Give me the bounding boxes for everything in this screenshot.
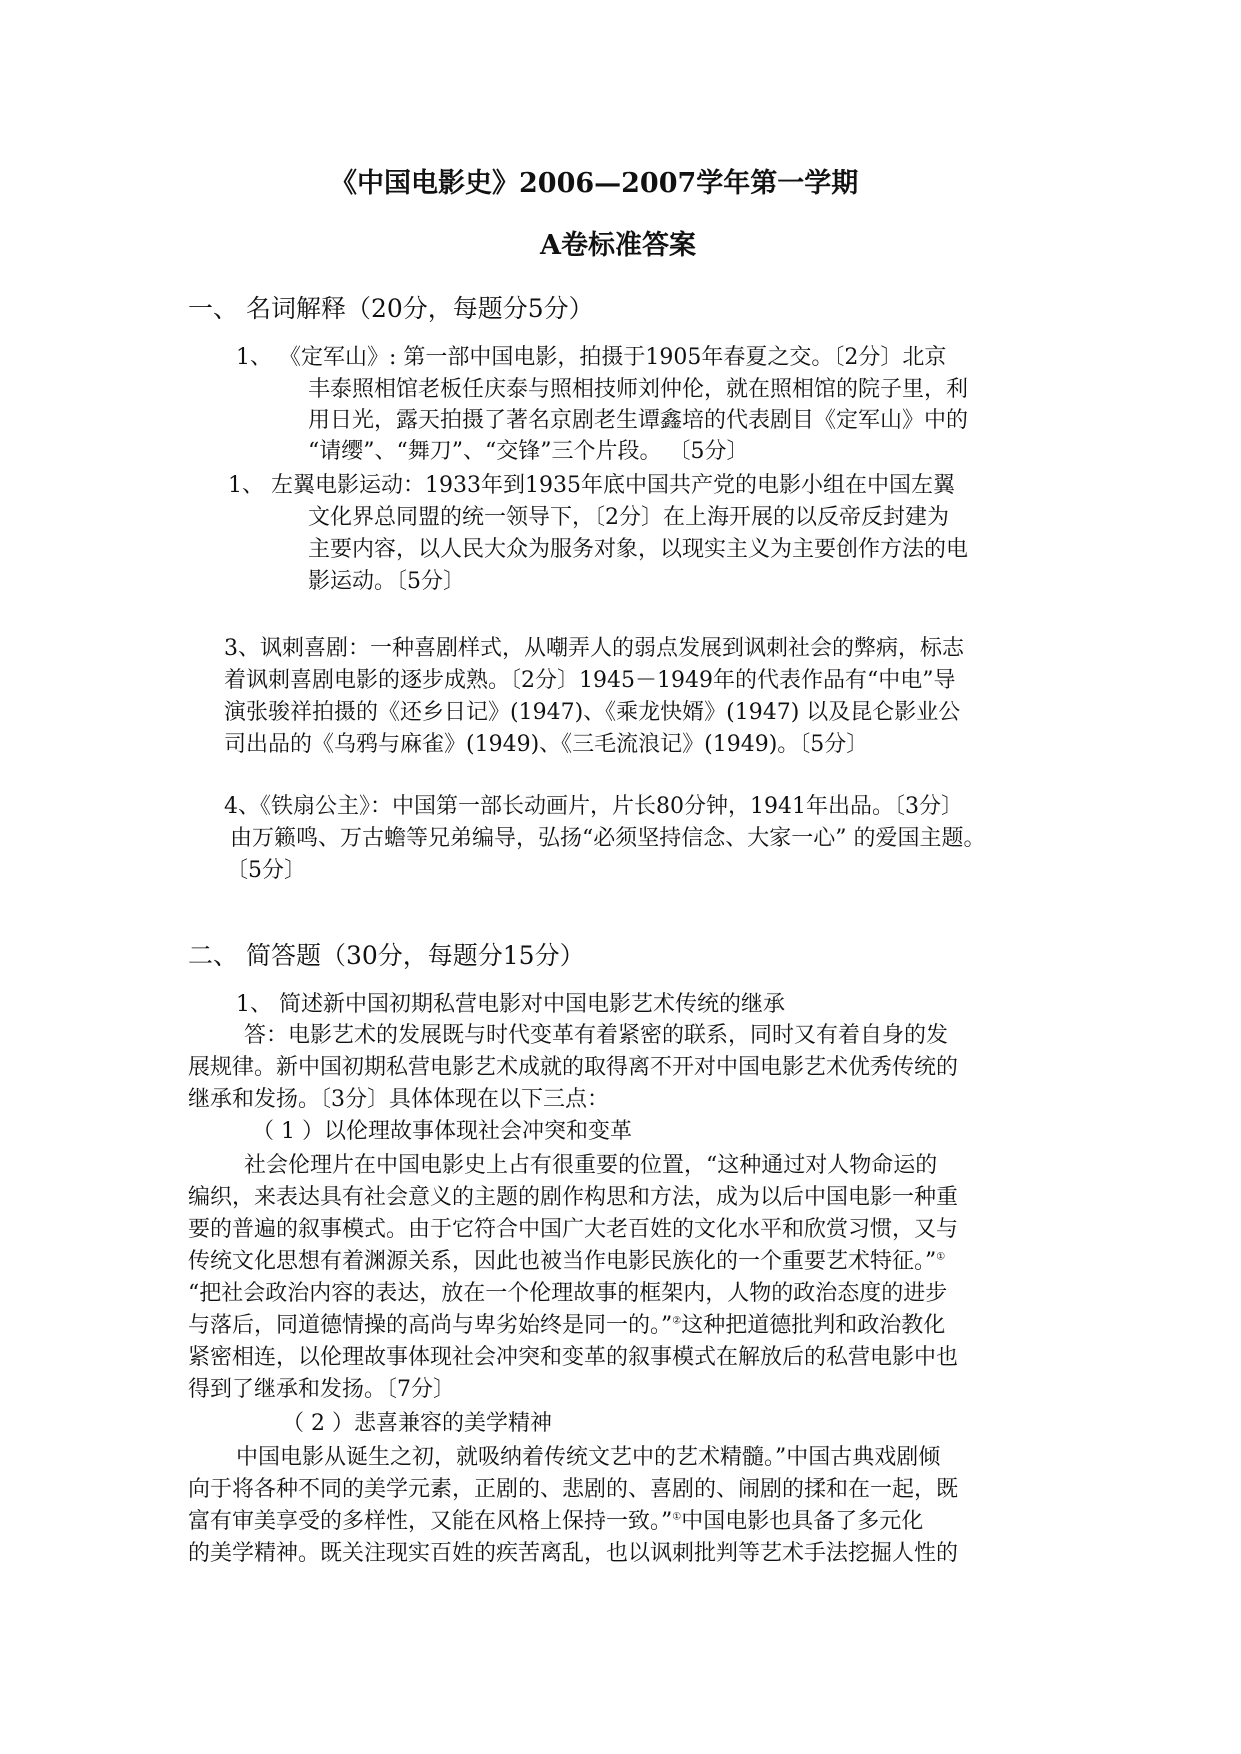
text-line: 丰泰照相馆老板任庆泰与照相技师刘仲伦，就在照相馆的院子里，利 bbox=[308, 377, 969, 402]
text-line bbox=[188, 1507, 923, 1537]
text-line: 紧密相连，以伦理故事体现社会冲突和变革的叙事模式在解放后的私营电影中也 bbox=[188, 1345, 959, 1370]
document-subtitle: A卷标准答案 bbox=[540, 230, 696, 261]
text-segment: 富有审美享受的多样性，又能在风格上保持一致。” bbox=[188, 1509, 673, 1534]
text-segment: 中国电影也具备了多元化 bbox=[681, 1509, 924, 1534]
text-line: 文化界总同盟的统一领导下，〔2分〕在上海开展的以反帝反封建为 bbox=[308, 505, 949, 530]
text-line: 要的普遍的叙事模式。由于它符合中国广大老百姓的文化水平和欣赏习惯，又与 bbox=[188, 1217, 959, 1242]
text-line bbox=[188, 1247, 945, 1277]
text-line: 〔5分〕 bbox=[226, 858, 306, 883]
text-line: 编织，来表达具有社会意义的主题的剧作构思和方法，成为以后中国电影一种重 bbox=[188, 1185, 959, 1210]
footnote-marker: ① bbox=[936, 1251, 946, 1263]
text-line: 展规律。新中国初期私营电影艺术成就的取得离不开对中国电影艺术优秀传统的 bbox=[188, 1055, 959, 1080]
text-line: 演张骏祥拍摄的《还乡日记》(1947)、《乘龙快婿》(1947) 以及昆仑影业公 bbox=[224, 700, 961, 725]
text-line bbox=[188, 1311, 945, 1341]
question-1: 1、 简述新中国初期私营电影对中国电影艺术传统的继承 bbox=[236, 992, 785, 1017]
text-line: 得到了继承和发扬。〔7分〕 bbox=[188, 1377, 455, 1402]
text-line: “把社会政治内容的表达，放在一个伦理故事的框架内，人物的政治态度的进步 bbox=[188, 1281, 948, 1306]
text-line: 4、《铁扇公主》：中国第一部长动画片，片长80分钟，1941年出品。〔3分〕 bbox=[224, 794, 963, 819]
footnote-marker: ② bbox=[672, 1315, 682, 1327]
text-line: 答：电影艺术的发展既与时代变革有着紧密的联系，同时又有着自身的发 bbox=[244, 1023, 949, 1048]
section-2-heading: 二、 简答题（30分，每题分15分） bbox=[188, 941, 585, 970]
text-segment: 这种把道德批判和政治教化 bbox=[681, 1313, 946, 1338]
document-title: 《中国电影史》2006—2007学年第一学期 bbox=[330, 168, 859, 199]
text-line: 向于将各种不同的美学元素，正剧的、悲剧的、喜剧的、闹剧的揉和在一起，既 bbox=[188, 1477, 959, 1502]
text-segment: 与落后，同道德情操的高尚与卑劣始终是同一的。” bbox=[188, 1313, 673, 1338]
text-line: 1、 左翼电影运动：1933年到1935年底中国共产党的电影小组在中国左翼 bbox=[228, 473, 955, 498]
text-line: 主要内容，以人民大众为服务对象，以现实主义为主要创作方法的电 bbox=[308, 537, 969, 562]
text-segment: 传统文化思想有着渊源关系，因此也被当作电影民族化的一个重要艺术特征。” bbox=[188, 1249, 937, 1274]
text-line: 由万籁鸣、万古蟾等兄弟编导，弘扬“必须坚持信念、大家一心” 的爱国主题。 bbox=[230, 826, 986, 851]
section-1-heading: 一、 名词解释（20分，每题分5分） bbox=[188, 294, 594, 323]
point-1-heading: （ 1 ）以伦理故事体现社会冲突和变革 bbox=[252, 1119, 632, 1144]
text-line: “请缨”、“舞刀”、“交锋”三个片段。 〔5分〕 bbox=[308, 439, 749, 464]
text-line: 中国电影从诞生之初，就吸纳着传统文艺中的艺术精髓。”中国古典戏剧倾 bbox=[236, 1445, 941, 1470]
footnote-marker: ① bbox=[672, 1511, 682, 1523]
text-line: 1、 《定军山》: 第一部中国电影，拍摄于1905年春夏之交。〔2分〕北京 bbox=[236, 345, 947, 370]
text-line: 影运动。〔5分〕 bbox=[308, 569, 465, 594]
text-line: 用日光，露天拍摄了著名京剧老生谭鑫培的代表剧目《定军山》中的 bbox=[308, 408, 969, 433]
text-line: 着讽刺喜剧电影的逐步成熟。〔2分〕1945－1949年的代表作品有“中电”导 bbox=[224, 668, 956, 693]
text-line: 社会伦理片在中国电影史上占有很重要的位置，“这种通过对人物命运的 bbox=[244, 1153, 938, 1178]
text-line: 的美学精神。既关注现实百姓的疾苦离乱，也以讽刺批判等艺术手法挖掘人性的 bbox=[188, 1541, 959, 1566]
text-line: 继承和发扬。〔3分〕具体体现在以下三点： bbox=[188, 1087, 609, 1112]
text-line: 3、讽刺喜剧：一种喜剧样式，从嘲弄人的弱点发展到讽刺社会的弊病，标志 bbox=[224, 636, 964, 661]
point-2-heading: （ 2 ）悲喜兼容的美学精神 bbox=[282, 1411, 552, 1436]
text-line: 司出品的《乌鸦与麻雀》(1949)、《三毛流浪记》(1949)。〔5分〕 bbox=[224, 732, 869, 757]
